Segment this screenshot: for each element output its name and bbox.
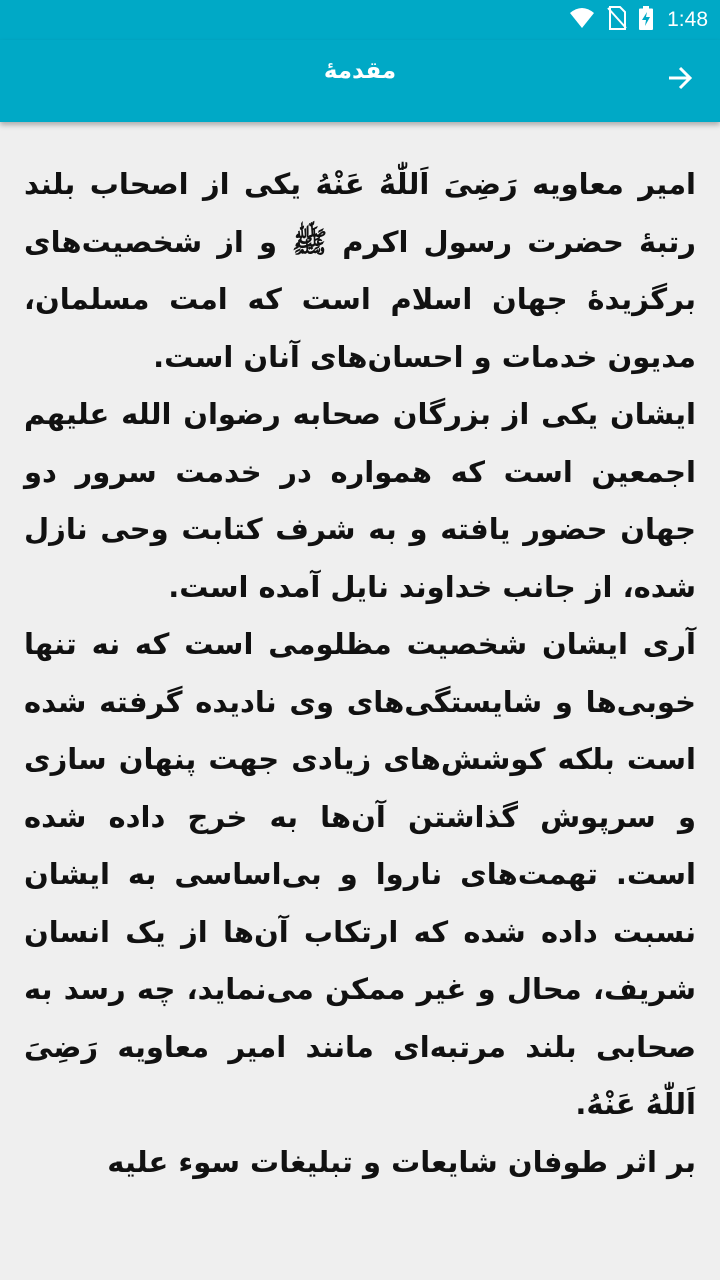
page-title: مقدمهٔ	[323, 58, 397, 84]
bottom-area	[0, 1208, 720, 1280]
battery-charging-icon	[639, 6, 653, 34]
article-body	[24, 156, 696, 1191]
status-icons	[569, 6, 708, 34]
arrow-forward-icon	[666, 64, 694, 96]
article-paragraph: بر اثر طوفان شایعات و تبلیغات سوء علیه	[107, 1144, 696, 1179]
no-sim-icon	[607, 6, 627, 34]
app-bar	[0, 40, 720, 122]
article-paragraph: آری ایشان شخصیت مظلومی است که نه تنها خوبی‌ها و شایستگی‌های وی نادیده گرفته شده است بلکه کوشش‌های زیادی جهت پنهان سازی و سرپوش گذاشتن آن‌ها به خرج داده شده است. تهمت‌های ناروا و بی‌اساسی به ایشان نسبت داده شده که ارتکاب آن‌ها از یک انسان شریف، محال و غیر ممکن می‌نماید، چه رسد به صحابی بلند مرتبه‌ای مانند امیر معاویه رَضِیَ اَللّٰهُ عَنْهُ.	[24, 627, 696, 1121]
article-scroll-area[interactable]	[0, 122, 720, 1208]
back-button[interactable]	[662, 62, 698, 98]
status-bar	[0, 0, 720, 40]
article-paragraph: ایشان یکی از بزرگان صحابه رضوان الله علیهم اجمعین است که همواره در خدمت سرور دو جهان حضور یافته و به شرف کتابت وحی نازل شده، از جانب خداوند نایل آمده است.	[24, 397, 696, 604]
status-time: 1:48	[667, 8, 708, 31]
wifi-icon	[569, 7, 595, 33]
article-paragraph: امیر معاویه رَضِیَ اَللّٰهُ عَنْهُ یکی از اصحاب بلند رتبهٔ حضرت رسول اکرم ﷺ و از شخصیت‌های برگزیدهٔ جهان اسلام است که امت مسلمان، مدیون خدمات و احسان‌های آنان است.	[24, 167, 696, 374]
